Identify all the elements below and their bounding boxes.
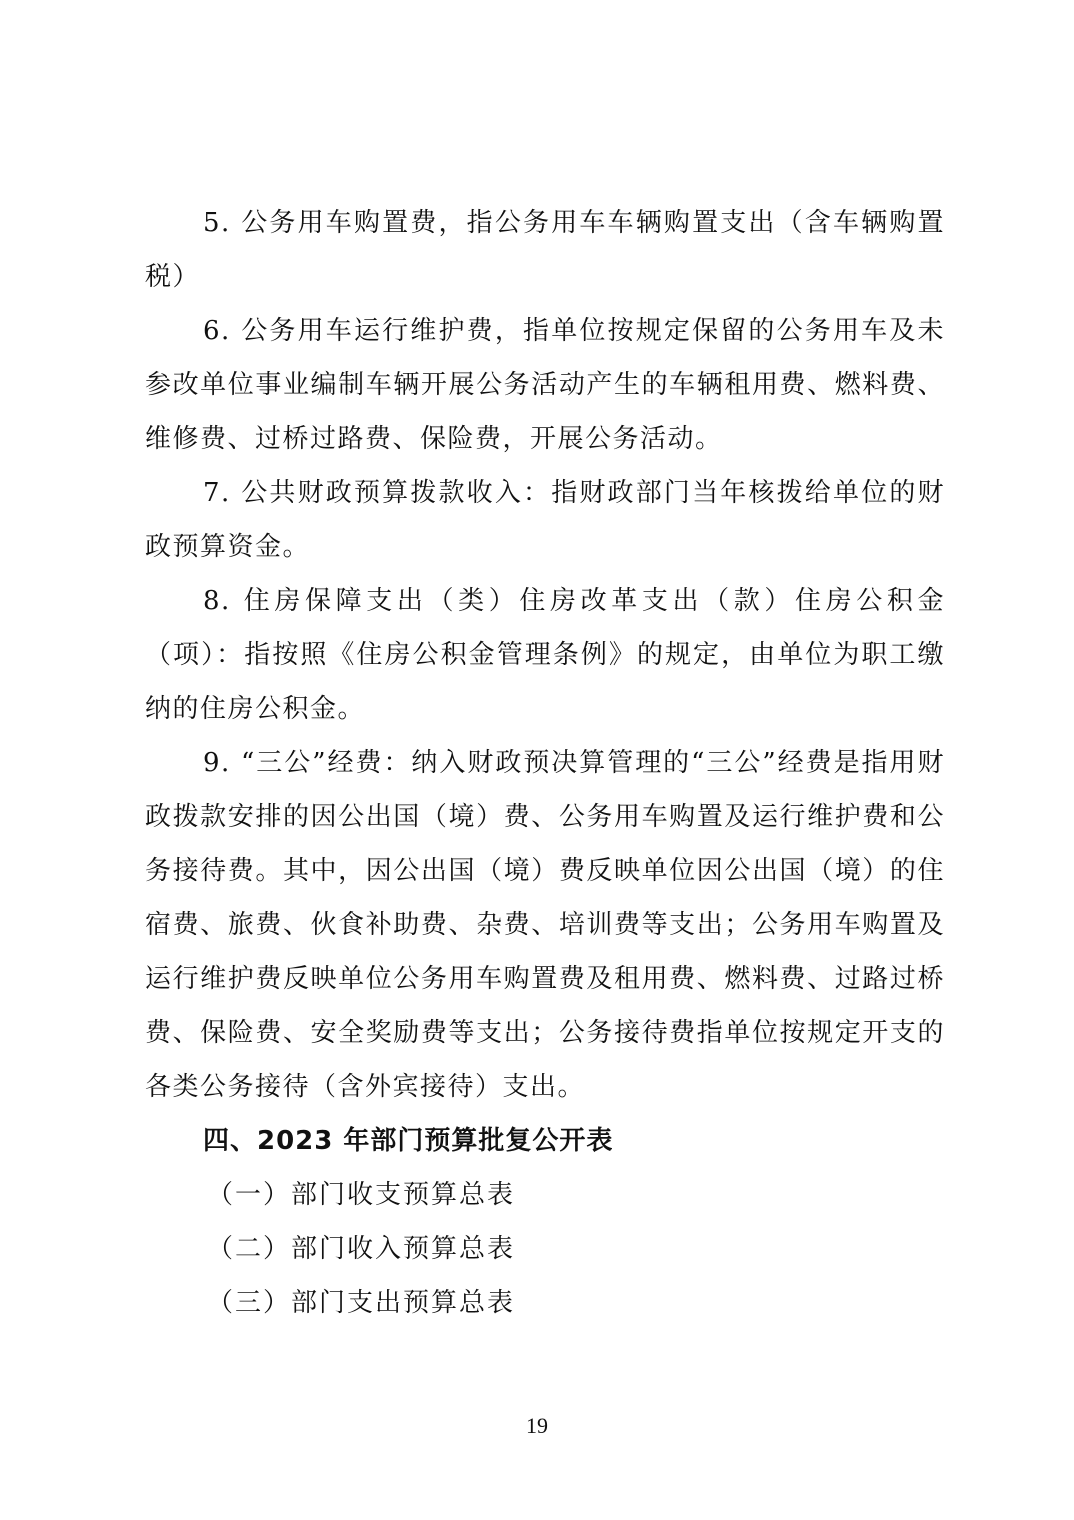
section-heading: 四、2023 年部门预算批复公开表 [203, 1126, 614, 1156]
page-number: 19 [526, 1413, 548, 1438]
sub-item-1: （一）部门收支预算总表 [207, 1180, 516, 1210]
sub-item-3: （三）部门支出预算总表 [207, 1288, 516, 1318]
sub-item-2: （二）部门收入预算总表 [207, 1234, 516, 1264]
paragraph-item-5: 5. 公务用车购置费，指公务用车车辆购置支出（含车辆购置税） [145, 208, 945, 292]
paragraph-item-8: 8. 住房保障支出（类）住房改革支出（款）住房公积金（项）：指按照《住房公积金管理条例》的规定，由单位为职工缴纳的住房公积金。 [145, 586, 945, 724]
paragraph-item-6: 6. 公务用车运行维护费，指单位按规定保留的公务用车及未参改单位事业编制车辆开展公务活动产生的车辆租用费、燃料费、维修费、过桥过路费、保险费，开展公务活动。 [145, 316, 945, 454]
page-body [145, 196, 945, 1330]
paragraph-item-9: 9. “三公”经费：纳入财政预决算管理的“三公”经费是指用财政拨款安排的因公出国（境）费、公务用车购置及运行维护费和公务接待费。其中，因公出国（境）费反映单位因公出国（境）的住宿费、旅费、伙食补助费、杂费、培训费等支出；公务用车购置及运行维护费反映单位公务用车购置费及租用费、燃料费、过路过桥费、保险费、安全奖励费等支出；公务接待费指单位按规定开支的各类公务接待（含外宾接待）支出。 [145, 748, 945, 1102]
paragraph-item-7: 7. 公共财政预算拨款收入：指财政部门当年核拨给单位的财政预算资金。 [145, 478, 945, 562]
